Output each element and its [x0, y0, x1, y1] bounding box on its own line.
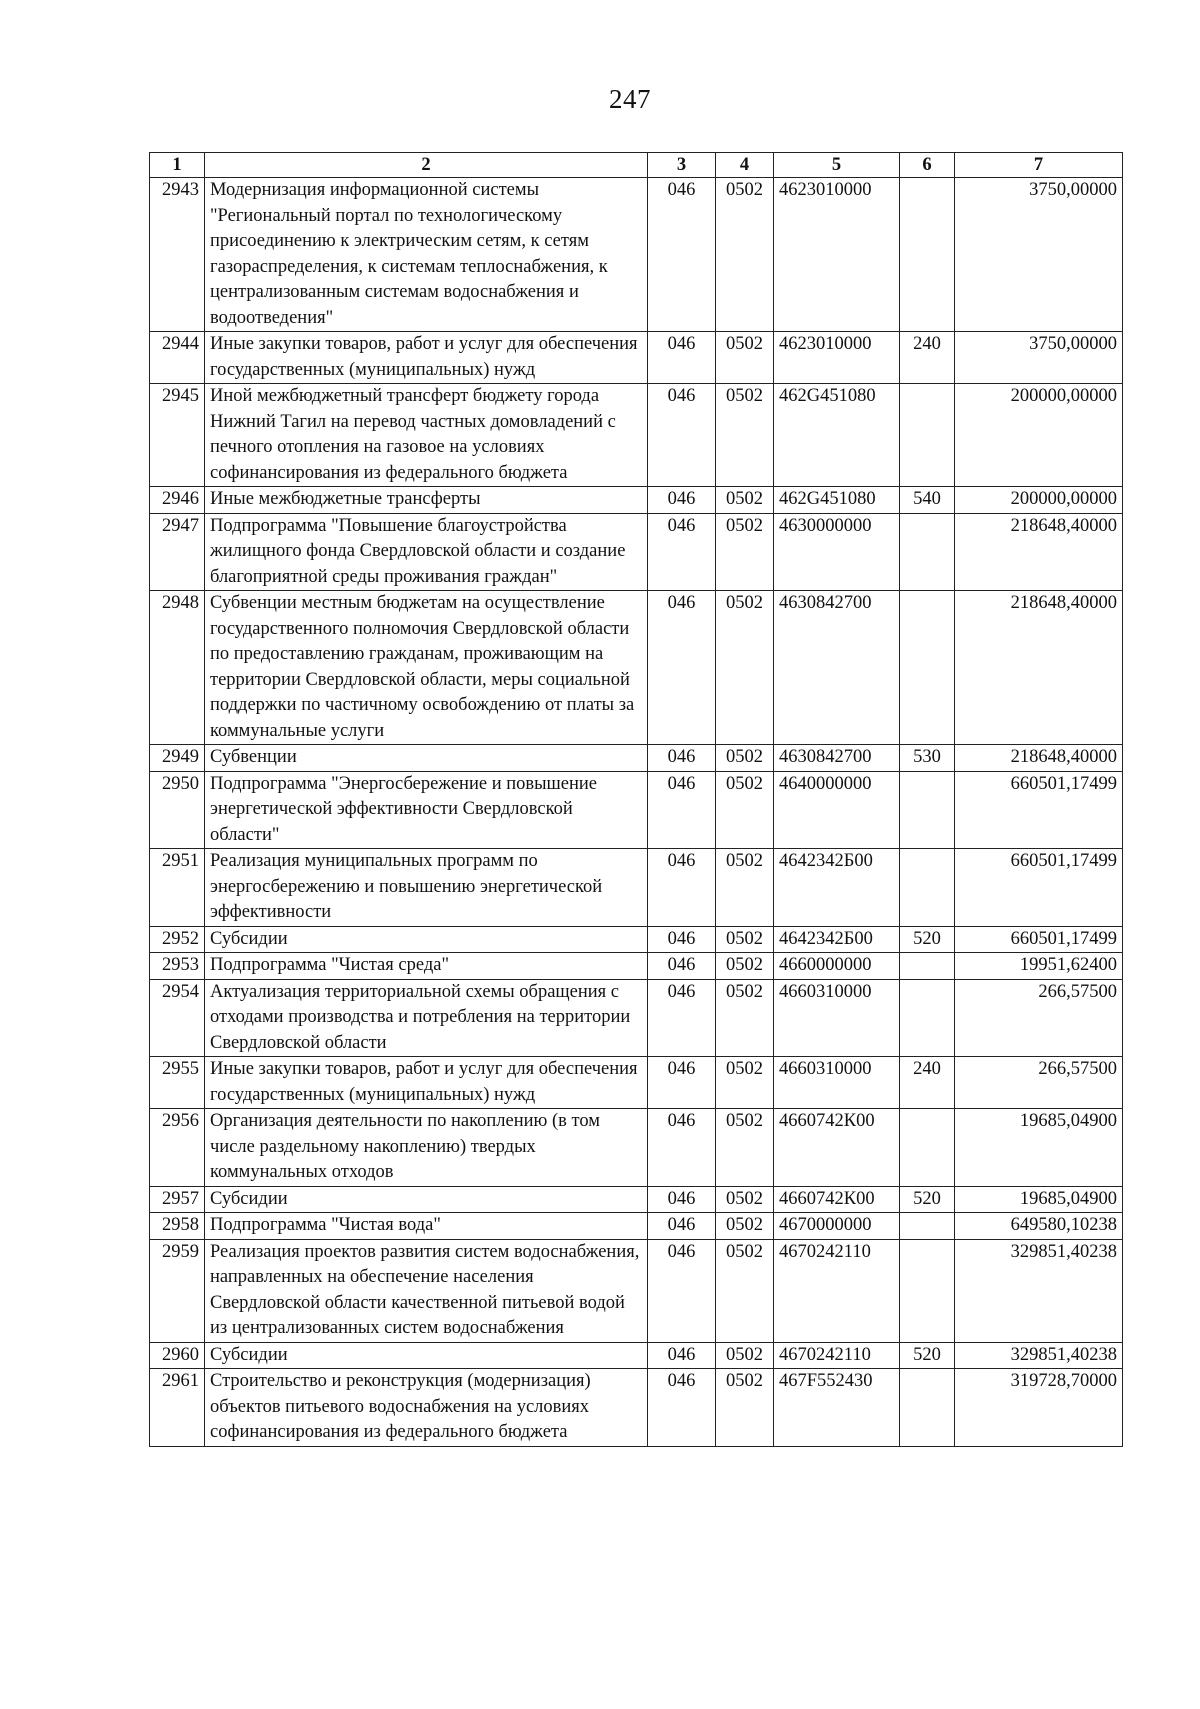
row-number: 2945 — [150, 384, 205, 487]
row-expense-type — [900, 771, 955, 849]
row-target-code: 467F552430 — [774, 1369, 900, 1447]
row-number: 2951 — [150, 849, 205, 927]
column-header-5: 5 — [774, 153, 900, 178]
row-section-code: 0502 — [716, 591, 774, 745]
row-target-code: 4670242110 — [774, 1239, 900, 1342]
row-section-code: 0502 — [716, 1057, 774, 1109]
row-expense-type: 240 — [900, 1057, 955, 1109]
row-target-code: 462G451080 — [774, 487, 900, 514]
table-row — [150, 384, 1123, 487]
row-expense-type — [900, 979, 955, 1057]
row-amount: 19685,04900 — [955, 1109, 1123, 1187]
row-admin-code: 046 — [648, 926, 716, 953]
table-row — [150, 771, 1123, 849]
row-name: Реализация проектов развития систем водоснабжения, направленных на обеспечение населения Свердловской области качественной питьевой водой из централизованных систем водоснабжения — [205, 1239, 648, 1342]
row-amount: 266,57500 — [955, 979, 1123, 1057]
row-amount: 218648,40000 — [955, 513, 1123, 591]
row-target-code: 4623010000 — [774, 178, 900, 332]
row-expense-type — [900, 384, 955, 487]
row-admin-code: 046 — [648, 771, 716, 849]
row-admin-code: 046 — [648, 1239, 716, 1342]
table-row — [150, 1186, 1123, 1213]
row-name: Иной межбюджетный трансферт бюджету города Нижний Тагил на перевод частных домовладений с печного отопления на газовое на условиях софинансирования из федерального бюджета — [205, 384, 648, 487]
row-admin-code: 046 — [648, 979, 716, 1057]
row-admin-code: 046 — [648, 384, 716, 487]
row-name: Субвенции — [205, 745, 648, 772]
row-name: Иные межбюджетные трансферты — [205, 487, 648, 514]
row-admin-code: 046 — [648, 487, 716, 514]
column-header-2: 2 — [205, 153, 648, 178]
row-expense-type — [900, 1239, 955, 1342]
table-row — [150, 745, 1123, 772]
row-section-code: 0502 — [716, 745, 774, 772]
row-number: 2946 — [150, 487, 205, 514]
row-admin-code: 046 — [648, 591, 716, 745]
row-name: Иные закупки товаров, работ и услуг для обеспечения государственных (муниципальных) нужд — [205, 1057, 648, 1109]
table-body — [150, 178, 1123, 1447]
table-row — [150, 487, 1123, 514]
row-expense-type — [900, 1213, 955, 1240]
row-admin-code: 046 — [648, 178, 716, 332]
row-section-code: 0502 — [716, 771, 774, 849]
row-amount: 200000,00000 — [955, 384, 1123, 487]
row-name: Подпрограмма "Чистая вода" — [205, 1213, 648, 1240]
table-row — [150, 1057, 1123, 1109]
column-header-1: 1 — [150, 153, 205, 178]
row-expense-type: 530 — [900, 745, 955, 772]
row-expense-type — [900, 178, 955, 332]
table-row — [150, 332, 1123, 384]
table-header-row — [150, 153, 1123, 178]
row-amount: 266,57500 — [955, 1057, 1123, 1109]
row-admin-code: 046 — [648, 1369, 716, 1447]
row-number: 2957 — [150, 1186, 205, 1213]
table-row — [150, 1109, 1123, 1187]
row-admin-code: 046 — [648, 953, 716, 980]
row-target-code: 4670000000 — [774, 1213, 900, 1240]
row-admin-code: 046 — [648, 1057, 716, 1109]
row-number: 2954 — [150, 979, 205, 1057]
budget-table — [149, 152, 1123, 1447]
row-target-code: 4660742К00 — [774, 1186, 900, 1213]
row-target-code: 4642342Б00 — [774, 926, 900, 953]
row-number: 2944 — [150, 332, 205, 384]
row-expense-type — [900, 849, 955, 927]
row-target-code: 4630842700 — [774, 591, 900, 745]
row-number: 2950 — [150, 771, 205, 849]
row-number: 2959 — [150, 1239, 205, 1342]
table-row — [150, 1239, 1123, 1342]
row-section-code: 0502 — [716, 384, 774, 487]
row-amount: 3750,00000 — [955, 332, 1123, 384]
row-target-code: 462G451080 — [774, 384, 900, 487]
row-target-code: 4630000000 — [774, 513, 900, 591]
row-expense-type: 520 — [900, 1342, 955, 1369]
row-name: Субсидии — [205, 1186, 648, 1213]
row-admin-code: 046 — [648, 1186, 716, 1213]
row-target-code: 4642342Б00 — [774, 849, 900, 927]
row-expense-type: 520 — [900, 926, 955, 953]
row-target-code: 4630842700 — [774, 745, 900, 772]
row-admin-code: 046 — [648, 849, 716, 927]
row-admin-code: 046 — [648, 332, 716, 384]
row-number: 2952 — [150, 926, 205, 953]
row-expense-type: 520 — [900, 1186, 955, 1213]
row-name: Организация деятельности по накоплению (в том числе раздельному накоплению) твердых коммунальных отходов — [205, 1109, 648, 1187]
row-section-code: 0502 — [716, 849, 774, 927]
row-amount: 200000,00000 — [955, 487, 1123, 514]
row-number: 2956 — [150, 1109, 205, 1187]
row-amount: 319728,70000 — [955, 1369, 1123, 1447]
row-target-code: 4623010000 — [774, 332, 900, 384]
row-name: Подпрограмма "Чистая среда" — [205, 953, 648, 980]
row-expense-type — [900, 591, 955, 745]
row-expense-type: 240 — [900, 332, 955, 384]
row-expense-type — [900, 513, 955, 591]
row-number: 2949 — [150, 745, 205, 772]
table-row — [150, 513, 1123, 591]
row-target-code: 4640000000 — [774, 771, 900, 849]
row-amount: 329851,40238 — [955, 1342, 1123, 1369]
column-header-3: 3 — [648, 153, 716, 178]
row-amount: 660501,17499 — [955, 771, 1123, 849]
row-amount: 19951,62400 — [955, 953, 1123, 980]
row-target-code: 4660310000 — [774, 1057, 900, 1109]
table-row — [150, 953, 1123, 980]
row-section-code: 0502 — [716, 178, 774, 332]
row-expense-type — [900, 1109, 955, 1187]
row-number: 2958 — [150, 1213, 205, 1240]
table-row — [150, 591, 1123, 745]
row-expense-type: 540 — [900, 487, 955, 514]
row-amount: 660501,17499 — [955, 926, 1123, 953]
row-name: Реализация муниципальных программ по энергосбережению и повышению энергетической эффективности — [205, 849, 648, 927]
table-row — [150, 979, 1123, 1057]
row-name: Субвенции местным бюджетам на осуществление государственного полномочия Свердловской области по предоставлению гражданам, проживающим на территории Свердловской области, меры социальной поддержки по частичному освобождению от платы за коммунальные услуги — [205, 591, 648, 745]
row-amount: 218648,40000 — [955, 745, 1123, 772]
row-name: Иные закупки товаров, работ и услуг для обеспечения государственных (муниципальных) нужд — [205, 332, 648, 384]
row-name: Актуализация территориальной схемы обращения с отходами производства и потребления на территории Свердловской области — [205, 979, 648, 1057]
row-amount: 3750,00000 — [955, 178, 1123, 332]
row-target-code: 4660000000 — [774, 953, 900, 980]
column-header-6: 6 — [900, 153, 955, 178]
row-name: Модернизация информационной системы "Региональный портал по технологическому присоединению к электрическим сетям, к сетям газораспределения, к системам теплоснабжения, к централизованным системам водоснабжения и водоотведения" — [205, 178, 648, 332]
row-admin-code: 046 — [648, 1109, 716, 1187]
row-amount: 329851,40238 — [955, 1239, 1123, 1342]
row-section-code: 0502 — [716, 1342, 774, 1369]
row-number: 2948 — [150, 591, 205, 745]
row-expense-type — [900, 953, 955, 980]
table-row — [150, 849, 1123, 927]
row-admin-code: 046 — [648, 1342, 716, 1369]
row-section-code: 0502 — [716, 1369, 774, 1447]
row-number: 2961 — [150, 1369, 205, 1447]
table-row — [150, 1369, 1123, 1447]
row-target-code: 4670242110 — [774, 1342, 900, 1369]
page-number: 247 — [609, 84, 651, 114]
row-section-code: 0502 — [716, 1213, 774, 1240]
column-header-4: 4 — [716, 153, 774, 178]
row-admin-code: 046 — [648, 745, 716, 772]
row-expense-type — [900, 1369, 955, 1447]
row-name: Субсидии — [205, 926, 648, 953]
row-number: 2943 — [150, 178, 205, 332]
column-header-7: 7 — [955, 153, 1123, 178]
row-number: 2953 — [150, 953, 205, 980]
table-row — [150, 926, 1123, 953]
row-target-code: 4660310000 — [774, 979, 900, 1057]
row-section-code: 0502 — [716, 1239, 774, 1342]
row-section-code: 0502 — [716, 926, 774, 953]
row-amount: 649580,10238 — [955, 1213, 1123, 1240]
row-section-code: 0502 — [716, 513, 774, 591]
row-target-code: 4660742К00 — [774, 1109, 900, 1187]
row-section-code: 0502 — [716, 979, 774, 1057]
row-section-code: 0502 — [716, 332, 774, 384]
row-section-code: 0502 — [716, 953, 774, 980]
row-number: 2960 — [150, 1342, 205, 1369]
table-row — [150, 1342, 1123, 1369]
row-number: 2947 — [150, 513, 205, 591]
row-number: 2955 — [150, 1057, 205, 1109]
row-admin-code: 046 — [648, 513, 716, 591]
table-row — [150, 1213, 1123, 1240]
row-section-code: 0502 — [716, 1186, 774, 1213]
row-section-code: 0502 — [716, 487, 774, 514]
row-name: Подпрограмма "Повышение благоустройства жилищного фонда Свердловской области и создание благоприятной среды проживания граждан" — [205, 513, 648, 591]
row-name: Подпрограмма "Энергосбережение и повышение энергетической эффективности Свердловской области" — [205, 771, 648, 849]
table-row — [150, 178, 1123, 332]
row-name: Строительство и реконструкция (модернизация) объектов питьевого водоснабжения на условиях софинансирования из федерального бюджета — [205, 1369, 648, 1447]
row-section-code: 0502 — [716, 1109, 774, 1187]
row-amount: 660501,17499 — [955, 849, 1123, 927]
row-name: Субсидии — [205, 1342, 648, 1369]
row-admin-code: 046 — [648, 1213, 716, 1240]
row-amount: 19685,04900 — [955, 1186, 1123, 1213]
row-amount: 218648,40000 — [955, 591, 1123, 745]
